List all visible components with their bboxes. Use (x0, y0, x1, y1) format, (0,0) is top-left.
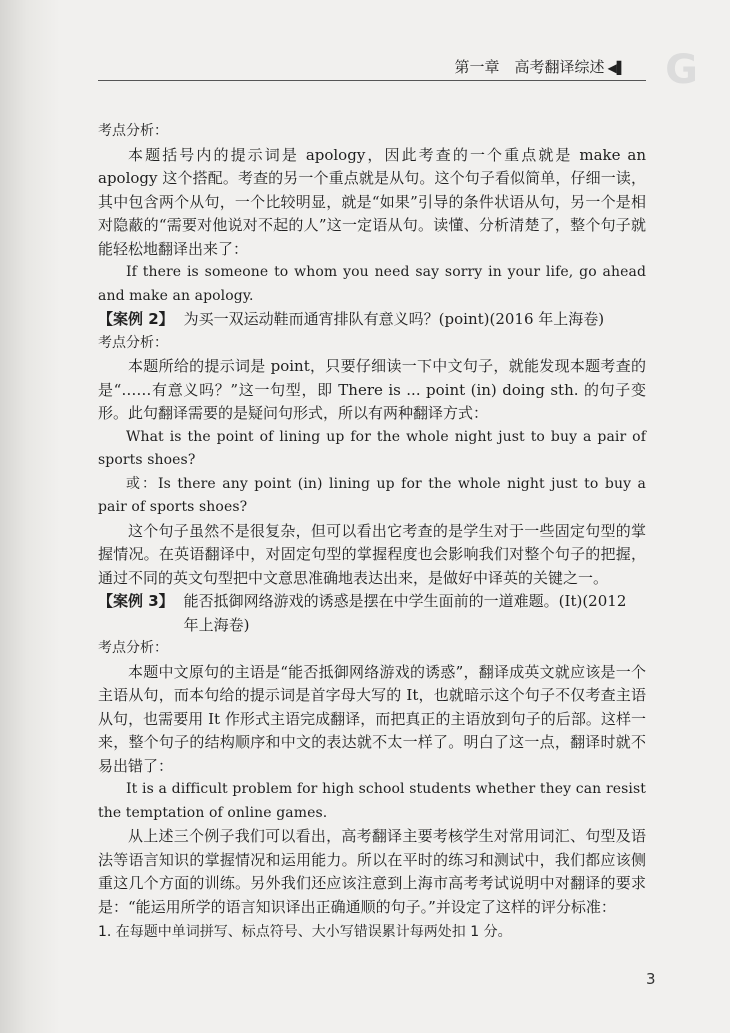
g-logo-mark: G (665, 47, 698, 93)
case-question: 能否抵御网络游戏的诱惑是摆在中学生面前的一道难题。(It)(2012 年上海卷) (183, 592, 627, 634)
running-header (98, 47, 698, 93)
book-spine-shadow (0, 0, 60, 1033)
chapter-title: 第一章 高考翻译综述 ◀▌ (454, 58, 626, 76)
summary-paragraph: 从上述三个例子我们可以看出，高考翻译主要考核学生对常用词汇、句型及语法等语言知识的掌握情况和运用能力。所以在平时的练习和测试中，我们都应该侧重这几个方面的训练。另外我们还应该注意到上海市高考考试说明中对翻译的要求是：“能运用所学的语言知识译出正确通顺的句子。”并设定了这样的评分标准： (98, 827, 646, 916)
page-number: 3 (646, 970, 656, 988)
analysis-paragraph: 本题所给的提示词是 point，只要仔细读一下中文句子，就能发现本题考查的是“……有意义吗？”这一句型，即 There is ... point (in) doing sth. 的句子变形。此句翻译需要的是疑问句形式，所以有两种翻译方式： (98, 357, 646, 422)
case-label: 【案例 3】 (98, 592, 174, 610)
analysis-heading: 考点分析： (98, 123, 168, 139)
page-body (98, 120, 646, 945)
analysis-heading: 考点分析： (98, 334, 168, 351)
case-2 (98, 308, 646, 332)
analysis-paragraph: 这个句子虽然不是很复杂，但可以看出它考查的是学生对于一些固定句型的掌握情况。在英语翻译中，对固定句型的掌握程度也会影响我们对整个句子的把握，通过不同的英文句型把中文意思准确地表达出来，是做好中译英的关键之一。 (98, 521, 646, 587)
analysis-paragraph: 本题括号内的提示词是 apology，因此考查的一个重点就是 make an apology 这个搭配。考查的另一个重点就是从句。这个句子看似简单，仔细一读，其中包含两个从句，一个比较明显，就是“如果”引导的条件状语从句，另一个是相对隐蔽的“需要对他说对不起的人”这一定语从句。读懂、分析清楚了，整个句子就能轻松地翻译出来了： (98, 145, 646, 258)
analysis-paragraph: 本题中文原句的主语是“能否抵御网络游戏的诱惑”，翻译成英文就应该是一个主语从句，而本句给的提示词是首字母大写的 It，也就暗示这个句子不仅考查主语从句，也需要用 It 作形式主语完成翻译，而把真正的主语放到句子的后部。这样一来，整个句子的结构顺序和中文的表达就不太一样了。明白了这一点，翻译时就不易出错了： (98, 662, 646, 775)
english-answer: What is the point of lining up for the whole night just to buy a pair of sports shoes? (98, 428, 646, 468)
case-question: 为买一双运动鞋而通宵排队有意义吗？(point)(2016 年上海卷) (183, 310, 605, 328)
english-answer-alt: 或：Is there any point (in) lining up for the whole night just to buy a pair of sports shoes? (98, 475, 646, 515)
case-3 (98, 590, 646, 637)
scoring-rule-item: 1. 在每题中单词拼写、标点符号、大小写错误累计每两处扣 1 分。 (98, 924, 512, 940)
case-label: 【案例 2】 (98, 310, 174, 328)
english-answer: It is a difficult problem for high school students whether they can resist the temptation of online games. (98, 781, 646, 821)
english-answer: If there is someone to whom you need say sorry in your life, go ahead and make an apology. (98, 264, 646, 304)
analysis-heading: 考点分析： (98, 640, 168, 656)
chapter-arrow-icon: ◀▌ (607, 61, 626, 75)
